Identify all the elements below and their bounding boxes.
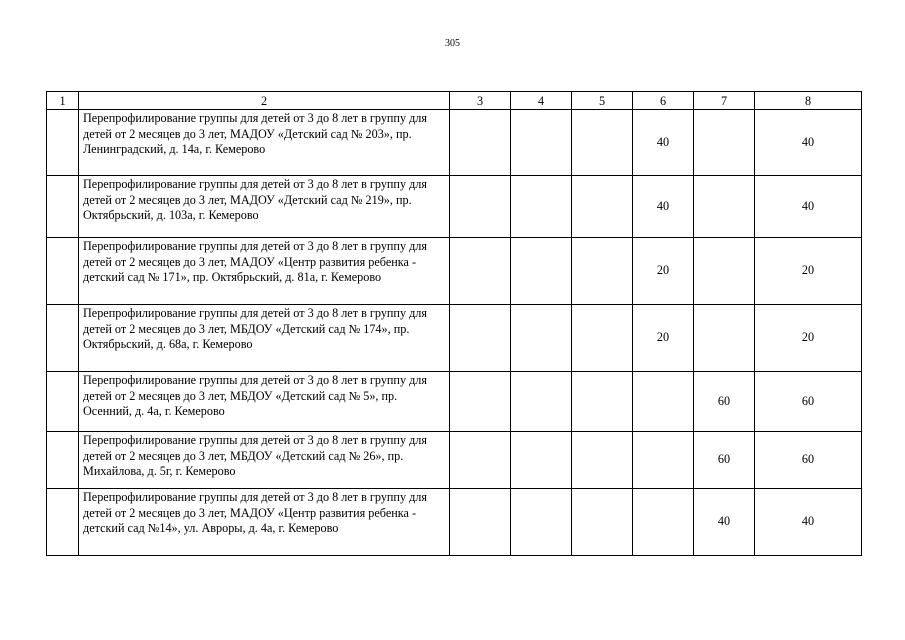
cell-col-3 — [450, 176, 511, 238]
cell-col-7: 40 — [694, 489, 755, 556]
data-table — [46, 91, 862, 556]
cell-col-1 — [47, 238, 79, 305]
cell-col-5 — [572, 176, 633, 238]
cell-col-4 — [511, 238, 572, 305]
cell-description: Перепрофилирование группы для детей от 3 до 8 лет в группу для детей от 2 месяцев до 3 лет, МАДОУ «Центр развития ребенка - детский сад № 171», пр. Октябрьский, д. 81а, г. Кемерово — [79, 238, 450, 305]
cell-col-4 — [511, 489, 572, 556]
cell-col-8: 60 — [755, 432, 862, 489]
table-row — [47, 372, 862, 432]
cell-col-4 — [511, 372, 572, 432]
table-row — [47, 110, 862, 176]
cell-col-4 — [511, 432, 572, 489]
table-row — [47, 305, 862, 372]
table-row — [47, 176, 862, 238]
cell-col-6: 40 — [633, 110, 694, 176]
cell-col-1 — [47, 372, 79, 432]
cell-col-6 — [633, 489, 694, 556]
cell-col-6: 20 — [633, 238, 694, 305]
cell-col-3 — [450, 110, 511, 176]
cell-col-8: 20 — [755, 305, 862, 372]
cell-col-5 — [572, 305, 633, 372]
cell-col-7 — [694, 176, 755, 238]
cell-col-7: 60 — [694, 432, 755, 489]
header-col-5: 5 — [572, 92, 633, 110]
cell-col-7 — [694, 305, 755, 372]
table-row — [47, 489, 862, 556]
cell-col-1 — [47, 305, 79, 372]
header-col-7: 7 — [694, 92, 755, 110]
table-header-row — [47, 92, 862, 110]
header-col-2: 2 — [79, 92, 450, 110]
cell-col-7 — [694, 238, 755, 305]
cell-col-4 — [511, 110, 572, 176]
cell-col-8: 20 — [755, 238, 862, 305]
cell-col-7: 60 — [694, 372, 755, 432]
header-col-1: 1 — [47, 92, 79, 110]
cell-col-8: 40 — [755, 110, 862, 176]
header-col-8: 8 — [755, 92, 862, 110]
cell-description: Перепрофилирование группы для детей от 3 до 8 лет в группу для детей от 2 месяцев до 3 лет, МАДОУ «Детский сад № 203», пр. Ленинградский, д. 14а, г. Кемерово — [79, 110, 450, 176]
cell-description: Перепрофилирование группы для детей от 3 до 8 лет в группу для детей от 2 месяцев до 3 лет, МБДОУ «Детский сад № 26», пр. Михайлова, д. 5г, г. Кемерово — [79, 432, 450, 489]
table-row — [47, 432, 862, 489]
cell-col-6 — [633, 432, 694, 489]
header-col-4: 4 — [511, 92, 572, 110]
cell-col-6: 20 — [633, 305, 694, 372]
cell-col-7 — [694, 110, 755, 176]
cell-col-1 — [47, 110, 79, 176]
cell-col-5 — [572, 432, 633, 489]
cell-col-3 — [450, 432, 511, 489]
cell-description: Перепрофилирование группы для детей от 3 до 8 лет в группу для детей от 2 месяцев до 3 лет, МБДОУ «Детский сад № 174», пр. Октябрьский, д. 68а, г. Кемерово — [79, 305, 450, 372]
cell-description: Перепрофилирование группы для детей от 3 до 8 лет в группу для детей от 2 месяцев до 3 лет, МАДОУ «Детский сад № 219», пр. Октябрьский, д. 103а, г. Кемерово — [79, 176, 450, 238]
cell-col-6: 40 — [633, 176, 694, 238]
cell-col-3 — [450, 238, 511, 305]
cell-col-4 — [511, 305, 572, 372]
page-number: 305 — [445, 38, 460, 49]
header-col-6: 6 — [633, 92, 694, 110]
cell-col-8: 40 — [755, 489, 862, 556]
cell-col-1 — [47, 176, 79, 238]
cell-description: Перепрофилирование группы для детей от 3 до 8 лет в группу для детей от 2 месяцев до 3 лет, МАДОУ «Центр развития ребенка - детский сад №14», ул. Авроры, д. 4а, г. Кемерово — [79, 489, 450, 556]
cell-col-3 — [450, 372, 511, 432]
cell-col-5 — [572, 238, 633, 305]
cell-col-1 — [47, 432, 79, 489]
cell-col-5 — [572, 110, 633, 176]
table-row — [47, 238, 862, 305]
cell-col-5 — [572, 489, 633, 556]
cell-col-5 — [572, 372, 633, 432]
cell-col-8: 40 — [755, 176, 862, 238]
cell-col-1 — [47, 489, 79, 556]
cell-col-3 — [450, 489, 511, 556]
header-col-3: 3 — [450, 92, 511, 110]
cell-description: Перепрофилирование группы для детей от 3 до 8 лет в группу для детей от 2 месяцев до 3 лет, МБДОУ «Детский сад № 5», пр. Осенний, д. 4а, г. Кемерово — [79, 372, 450, 432]
cell-col-4 — [511, 176, 572, 238]
cell-col-3 — [450, 305, 511, 372]
cell-col-8: 60 — [755, 372, 862, 432]
cell-col-6 — [633, 372, 694, 432]
